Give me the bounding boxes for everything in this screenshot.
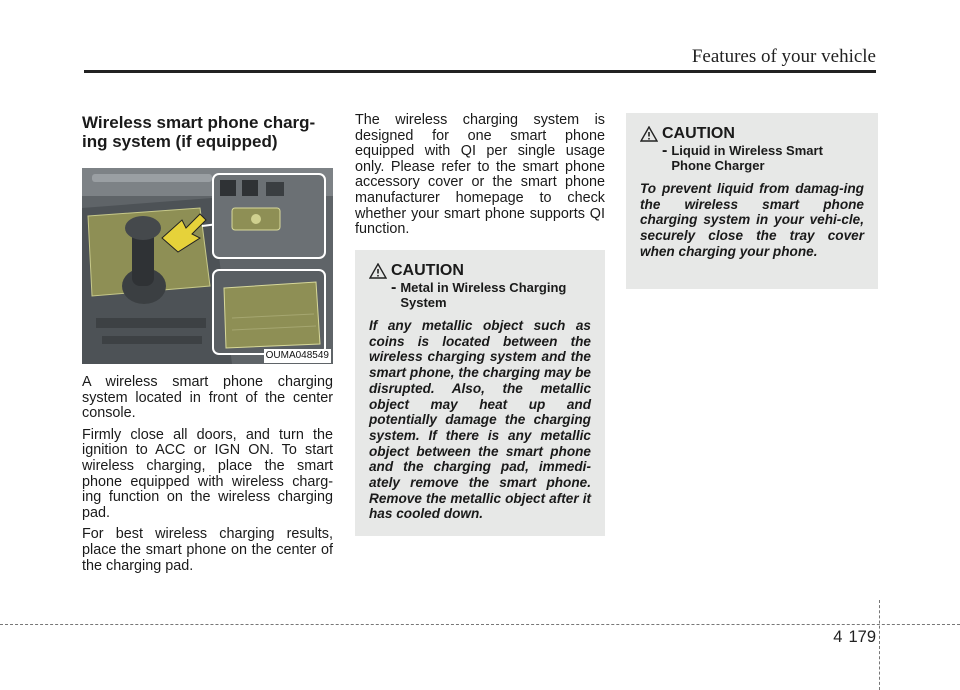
caution-subtitle: [391, 279, 591, 310]
footer-rule: [0, 624, 960, 625]
caution-word: CAUTION: [391, 262, 464, 279]
figure-label: OUMA048549: [265, 350, 329, 361]
footer-vertical-rule: [879, 600, 880, 690]
paragraph: Firmly close all doors, and turn the ignition to ACC or IGN ON. To start wireless charging, place the smart phone equipped with wireless charg-ing function on the wireless charging pad.: [82, 426, 333, 521]
caution-box-metal: [355, 250, 605, 536]
caution-subtitle-text: Liquid in Wireless Smart Phone Charger: [671, 143, 823, 173]
page-number-value: 179: [848, 628, 876, 646]
caution-word: CAUTION: [662, 125, 735, 142]
chapter-number: 4: [833, 628, 843, 646]
caution-dash: -: [391, 279, 397, 296]
caution-dash: -: [662, 142, 668, 159]
caution-body: If any metallic object such as coins is located between the wireless charging system and the smart phone, the charging may be disrupted. Also, the metallic object may heat up and potentially damage the charging system. If there is any metallic object between the smart phone and the charging pad, immedi-ately remove the smart phone. Remove the metallic object after it has cooled down.: [369, 318, 591, 522]
header-title: Features of your vehicle: [691, 46, 876, 67]
warning-triangle-icon: [369, 263, 387, 279]
paragraph: The wireless charging system is designed for one smart phone equipped with QI per single usage only. Please refer to the smart phone accessory cover or the smart phone manufacturer homepage to check whether your smart phone supports QI function.: [355, 112, 605, 238]
figure-wireless-charger: [82, 168, 333, 364]
paragraph: A wireless smart phone charging system located in front of the center console.: [82, 374, 333, 422]
caution-box-liquid: [626, 113, 878, 289]
caution-header: [369, 262, 591, 279]
car-console-illustration: [82, 168, 333, 364]
caution-header: [640, 125, 864, 142]
section-title: Wireless smart phone charg- ing system (if equipped): [82, 113, 316, 151]
column-left: [82, 113, 333, 580]
caution-subtitle: [662, 142, 864, 173]
page-number: [833, 628, 876, 647]
caution-subtitle-text: Metal in Wireless Charging System: [400, 280, 567, 310]
paragraph: For best wireless charging results, place the smart phone on the center of the charging pad.: [82, 526, 333, 574]
header-rule: [84, 70, 876, 73]
column-middle: [355, 113, 605, 238]
caution-body: To prevent liquid from damag-ing the wireless smart phone charging system in your vehi-cle, securely close the tray cover when charging your phone.: [640, 181, 864, 259]
warning-triangle-icon: [640, 126, 658, 142]
